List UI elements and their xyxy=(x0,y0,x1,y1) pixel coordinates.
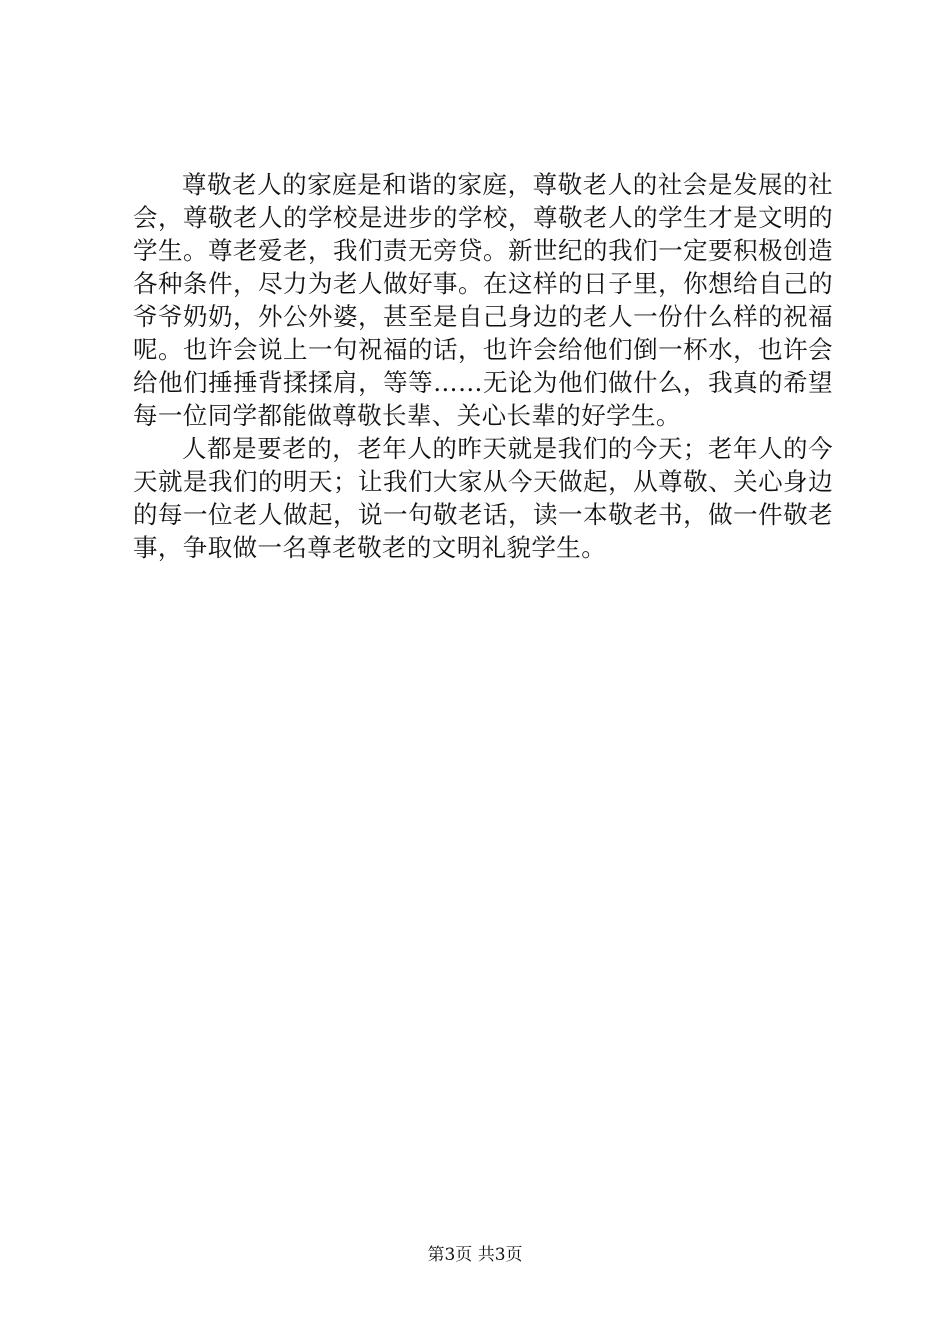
page-footer: 第3页 共3页 xyxy=(427,1245,523,1265)
document-body xyxy=(133,168,833,564)
paragraph-1: 尊敬老人的家庭是和谐的家庭，尊敬老人的社会是发展的社会，尊敬老人的学校是进步的学校，尊敬老人的学生才是文明的学生。尊老爱老，我们责无旁贷。新世纪的我们一定要积极创造各种条件，尽力为老人做好事。在这样的日子里，你想给自己的爷爷奶奶，外公外婆，甚至是自己身边的老人一份什么样的祝福呢。也许会说上一句祝福的话，也许会给他们倒一杯水，也许会给他们捶捶背揉揉肩，等等……无论为他们做什么，我真的希望每一位同学都能做尊敬长辈、关心长辈的好学生。 xyxy=(133,170,833,430)
paragraph-2: 人都是要老的，老年人的昨天就是我们的今天；老年人的今天就是我们的明天；让我们大家从今天做起，从尊敬、关心身边的每一位老人做起，说一句敬老话，读一本敬老书，做一件敬老事，争取做一名尊老敬老的文明礼貌学生。 xyxy=(133,434,833,562)
